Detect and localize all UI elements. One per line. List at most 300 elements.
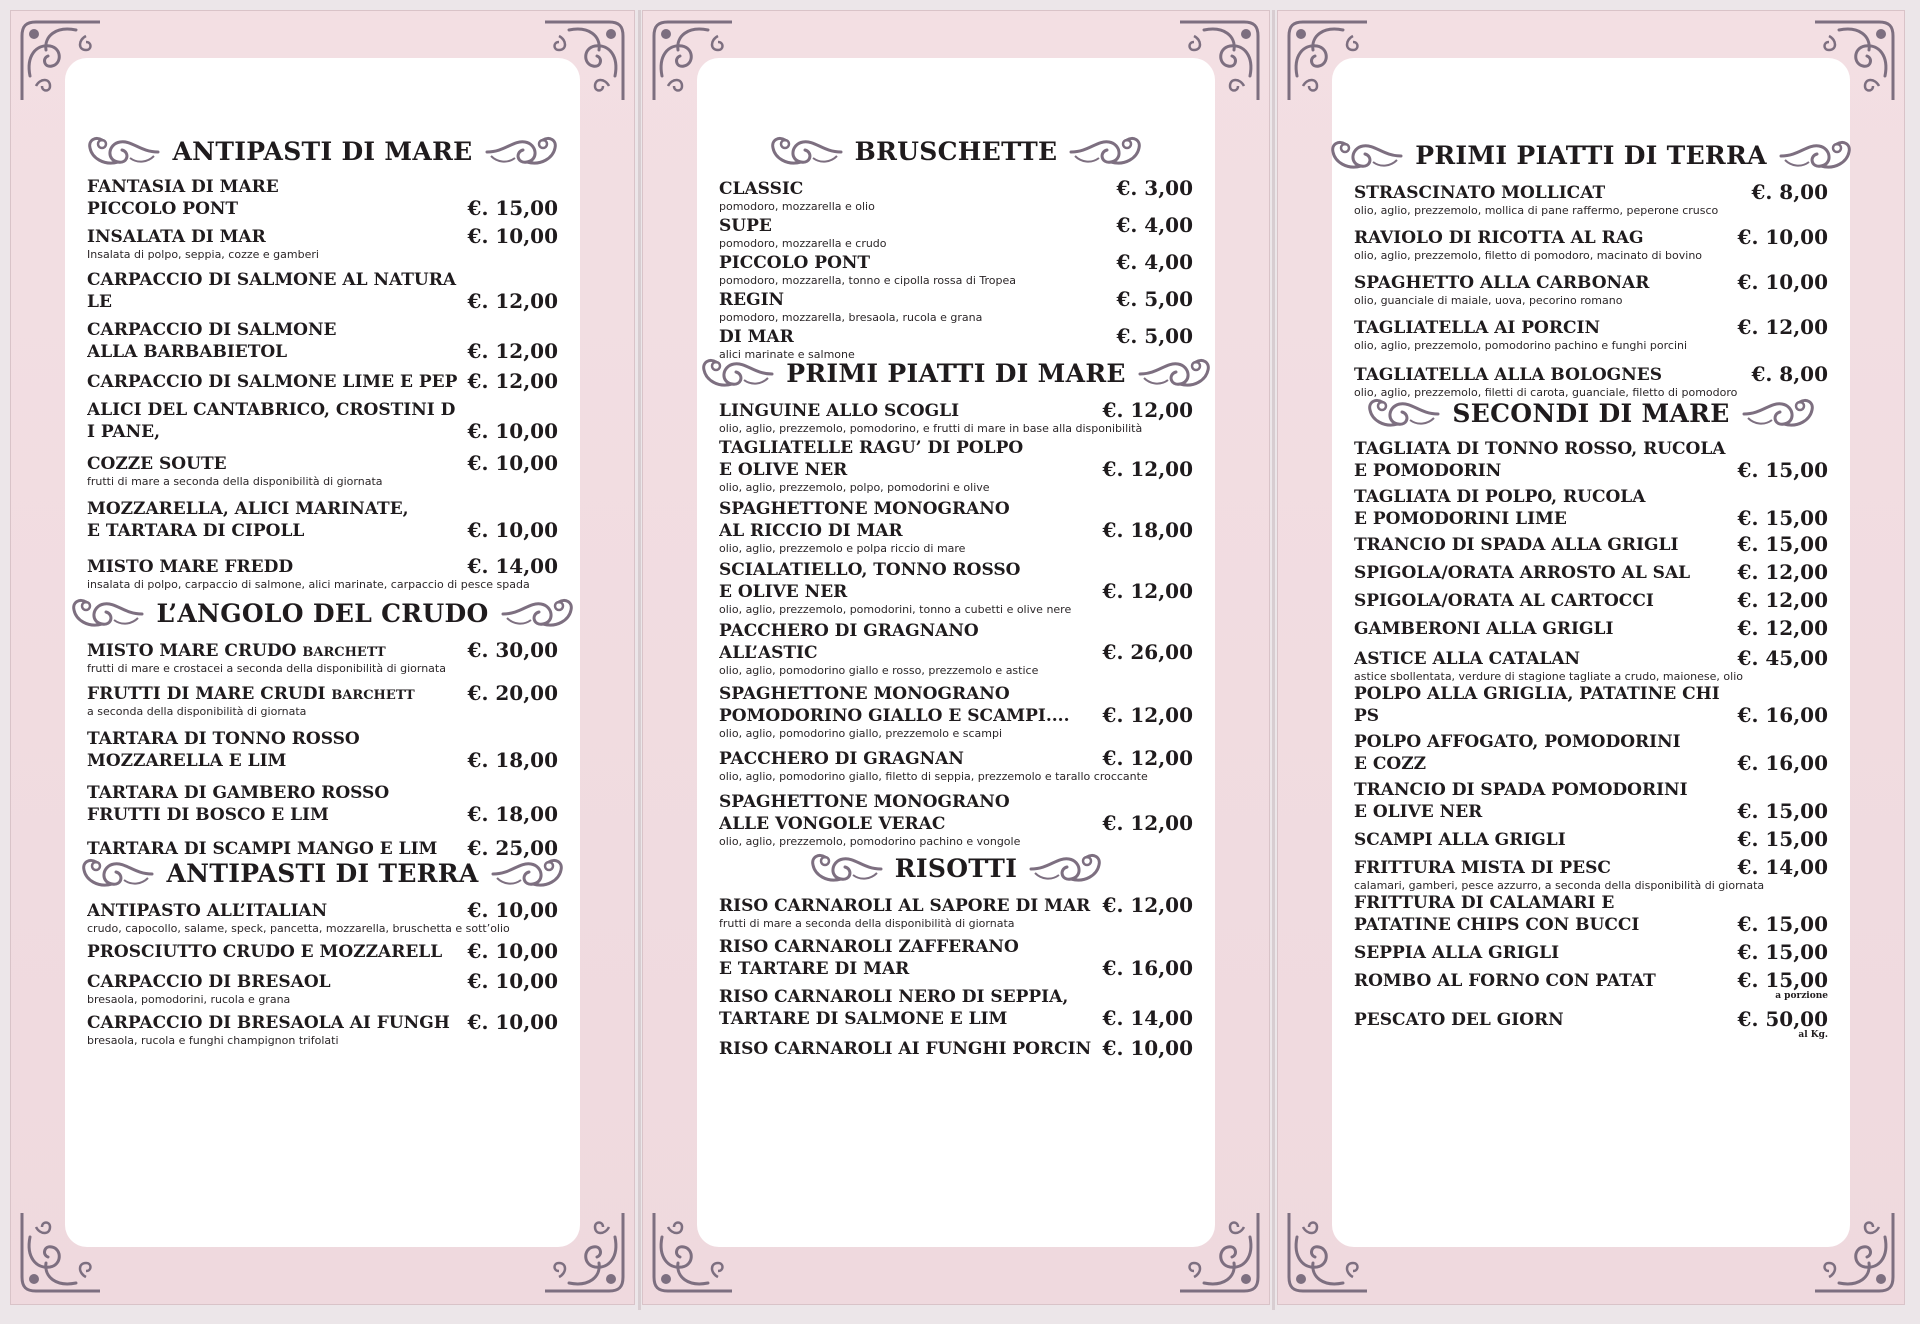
dish-name: [1354, 182, 1743, 204]
dish-name-text: PROSCIUTTO CRUDO E MOZZARELL: [87, 942, 443, 962]
menu-item-row: [719, 986, 1193, 1030]
dish-price: €. 8,00: [1751, 362, 1828, 386]
menu-item-row: [87, 1010, 558, 1034]
menu-item-row: [87, 554, 558, 578]
dish-name-text: DI MAR: [719, 327, 794, 347]
dish-name-text: SPIGOLA/ORATA AL CARTOCCI: [1354, 591, 1654, 611]
menu-item-row: [1354, 940, 1828, 964]
swirl-ornament-icon: [1323, 136, 1405, 174]
swirl-ornament-icon: [483, 132, 565, 170]
menu-item: [87, 681, 558, 718]
menu-item: [719, 620, 1193, 677]
menu-item: [87, 399, 558, 443]
dish-price: €. 12,00: [1102, 579, 1193, 603]
dish-name: [719, 289, 1108, 311]
menu-item: [1354, 486, 1828, 530]
dish-name-text: SPIGOLA/ORATA ARROSTO AL SAL: [1354, 563, 1691, 583]
dish-name-text: FRUTTI DI MARE CRUDI: [87, 684, 326, 704]
dish-name-text: COZZE SOUTE: [87, 454, 227, 474]
swirl-ornament-icon: [1740, 394, 1822, 432]
dish-name: [87, 683, 460, 705]
dish-description: calamari, gamberi, pesce azzurro, a seconda della disponibilità di giornata: [1354, 879, 1765, 892]
dish-name-text: MISTO MARE FREDD: [87, 557, 294, 577]
menu-item: [1354, 892, 1828, 936]
dish-name-text: STRASCINATO MOLLICAT: [1354, 183, 1606, 203]
dish-description: a seconda della disponibilità di giornata: [87, 705, 307, 718]
menu-section: [1354, 130, 1828, 399]
section-title: L’ANGOLO DEL CRUDO: [156, 598, 489, 628]
menu-item-row: [719, 683, 1193, 727]
dish-name: [719, 1038, 1095, 1060]
menu-section: [87, 848, 558, 1047]
menu-item: [1354, 731, 1828, 775]
menu-item-row: [1354, 779, 1828, 823]
menu-item-row: [1354, 362, 1828, 386]
fold-line: [1272, 10, 1275, 1310]
menu-item-row: [87, 898, 558, 922]
menu-section: [719, 843, 1193, 1060]
menu-item-row: [1354, 225, 1828, 249]
dish-name: [87, 226, 460, 248]
dish-name-text: FANTASIA DI MARE PICCOLO PONT: [87, 177, 279, 219]
dish-name: [87, 640, 460, 662]
menu-item: [1354, 827, 1828, 851]
dish-name: [1354, 942, 1730, 964]
menu-page: [642, 10, 1270, 1305]
menu-item: [1354, 646, 1828, 683]
dish-price: €. 4,00: [1116, 213, 1193, 237]
dish-description: olio, aglio, prezzemolo, polpo, pomodorini e olive: [719, 481, 990, 494]
dish-name-text: TARTARA DI TONNO ROSSO MOZZARELLA E LIM: [87, 729, 360, 771]
dish-price: €. 12,00: [467, 369, 558, 393]
dish-price: €. 20,00: [467, 681, 558, 705]
menu-section: [719, 348, 1193, 848]
dish-description: olio, aglio, prezzemolo, pomodorino pachino e funghi porcini: [1354, 339, 1688, 352]
dish-price: €. 5,00: [1116, 287, 1193, 311]
menu-item-row: [719, 213, 1193, 237]
menu-item: [87, 1010, 558, 1047]
dish-description: olio, aglio, prezzemolo, filetti di carota, guanciale, filetto di pomodoro: [1354, 386, 1738, 399]
menu-item-row: [719, 1036, 1193, 1060]
dish-price: €. 12,00: [1737, 315, 1828, 339]
menu-item-row: [1354, 855, 1828, 879]
menu-item-row: [1354, 270, 1828, 294]
dish-description: pomodoro, mozzarella, tonno e cipolla rossa di Tropea: [719, 274, 1016, 287]
menu-item: [719, 683, 1193, 740]
menu-item: [87, 269, 558, 313]
dish-name: [719, 326, 1108, 348]
dish-price: €. 5,00: [1116, 324, 1193, 348]
menu-item-row: [87, 969, 558, 993]
dish-name: [719, 620, 1095, 664]
menu-item: [719, 176, 1193, 213]
section-heading: [719, 126, 1193, 176]
dish-price: €. 10,00: [1737, 225, 1828, 249]
dish-name-text: TAGLIATA DI TONNO ROSSO, RUCOLA E POMODORIN: [1354, 439, 1726, 481]
menu-item-row: [1354, 968, 1828, 992]
menu-item-row: [1354, 560, 1828, 584]
menu-item-row: [1354, 532, 1828, 556]
menu-item: [1354, 779, 1828, 823]
dish-description: crudo, capocollo, salame, speck, pancetta, mozzarella, bruschetta e sott’olio: [87, 922, 510, 935]
dish-description: olio, aglio, pomodorino giallo, filetto di seppia, prezzemolo e tarallo croccante: [719, 770, 1148, 783]
dish-name: [719, 748, 1095, 770]
menu-item-row: [1354, 180, 1828, 204]
dish-name: [1354, 683, 1730, 727]
dish-price: €. 12,00: [1102, 893, 1193, 917]
dish-price: €. 30,00: [467, 638, 558, 662]
dish-name-text: RISO CARNAROLI AL SAPORE DI MAR: [719, 896, 1091, 916]
dish-name-text: PESCATO DEL GIORN: [1354, 1010, 1564, 1030]
menu-item-row: [1354, 438, 1828, 482]
menu-item: [1354, 940, 1828, 964]
dish-price: €. 12,00: [467, 339, 558, 363]
dish-price: €. 12,00: [1737, 588, 1828, 612]
dish-name: [87, 453, 460, 475]
swirl-ornament-icon: [80, 132, 162, 170]
menu-section: [87, 126, 558, 591]
dish-name: [1354, 618, 1730, 640]
dish-name: [719, 215, 1108, 237]
menu-item-row: [719, 437, 1193, 481]
section-heading: [719, 348, 1193, 398]
dish-price: €. 12,00: [1102, 703, 1193, 727]
dish-name: [87, 269, 460, 313]
dish-name-text: SEPPIA ALLA GRIGLI: [1354, 943, 1560, 963]
dish-description: astice sbollentata, verdure di stagione tagliate a crudo, maionese, olio: [1354, 670, 1743, 683]
menu-item-row: [87, 638, 558, 662]
dish-price: €. 15,00: [1737, 912, 1828, 936]
dish-price: €. 10,00: [467, 419, 558, 443]
menu-item-row: [719, 176, 1193, 200]
dish-price: €. 12,00: [1102, 811, 1193, 835]
dish-name-text: POLPO ALLA GRIGLIA, PATATINE CHIPS: [1354, 684, 1720, 726]
menu-item-row: [87, 451, 558, 475]
menu-item: [1354, 532, 1828, 556]
dish-price: €. 16,00: [1737, 703, 1828, 727]
swirl-ornament-icon: [803, 849, 885, 887]
menu-item-row: [1354, 486, 1828, 530]
section-heading: [1354, 388, 1828, 438]
menu-card: [697, 58, 1215, 1247]
dish-name-text: TAGLIATELLA AI PORCIN: [1354, 318, 1601, 338]
dish-serving-label: BARCHETT: [331, 688, 415, 703]
dish-description: frutti di mare a seconda della disponibilità di giornata: [719, 917, 1015, 930]
dish-name-text: RISO CARNAROLI NERO DI SEPPIA, TARTARE DI SALMONE E LIM: [719, 987, 1069, 1029]
section-title: PRIMI PIATTI DI MARE: [786, 358, 1126, 388]
dish-price: €. 15,00: [1737, 532, 1828, 556]
dish-name: [87, 371, 460, 393]
dish-price: €. 15,00: [1737, 506, 1828, 530]
dish-name: [87, 176, 460, 220]
dish-name-text: CLASSIC: [719, 179, 804, 199]
swirl-ornament-icon: [74, 854, 156, 892]
section-title: ANTIPASTI DI TERRA: [166, 858, 479, 888]
dish-name-text: CARPACCIO DI SALMONE AL NATURALE: [87, 270, 457, 312]
dish-price: €. 3,00: [1116, 176, 1193, 200]
dish-price: €. 16,00: [1102, 956, 1193, 980]
dish-name-text: ALICI DEL CANTABRICO, CROSTINI DI PANE,: [87, 400, 456, 442]
section-title: PRIMI PIATTI DI TERRA: [1415, 140, 1767, 170]
dish-description: frutti di mare a seconda della disponibilità di giornata: [87, 475, 383, 488]
dish-description: insalata di polpo, carpaccio di salmone, alici marinate, carpaccio di pesce spada: [87, 578, 530, 591]
section-title: BRUSCHETTE: [854, 136, 1058, 166]
dish-name-text: TARTARA DI SCAMPI MANGO E LIM: [87, 839, 438, 859]
dish-price: €. 15,00: [467, 196, 558, 220]
dish-price: €. 15,00: [1737, 458, 1828, 482]
dish-price: €. 16,00: [1737, 751, 1828, 775]
menu-item-row: [719, 746, 1193, 770]
menu-item: [719, 287, 1193, 324]
dish-description: olio, aglio, pomodorino giallo, prezzemolo e scampi: [719, 727, 1002, 740]
dish-name: [1354, 857, 1730, 879]
menu-item: [719, 213, 1193, 250]
swirl-ornament-icon: [1136, 354, 1218, 392]
dish-price: €. 10,00: [467, 451, 558, 475]
dish-name: [87, 556, 460, 578]
dish-name-text: LINGUINE ALLO SCOGLI: [719, 401, 960, 421]
menu-item: [87, 176, 558, 220]
dish-name-text: CARPACCIO DI BRESAOLA AI FUNGH: [87, 1013, 450, 1033]
menu-item: [1354, 616, 1828, 640]
menu-card: [1332, 58, 1850, 1247]
dish-description: olio, aglio, prezzemolo e polpa riccio di mare: [719, 542, 966, 555]
menu-item-row: [719, 791, 1193, 835]
section-title: RISOTTI: [894, 853, 1018, 883]
dish-name: [1354, 562, 1730, 584]
dish-name-text: SPAGHETTO ALLA CARBONAR: [1354, 273, 1650, 293]
swirl-ornament-icon: [489, 854, 571, 892]
menu-item-row: [87, 498, 558, 542]
dish-name: [1354, 486, 1730, 530]
dish-name-text: TARTARA DI GAMBERO ROSSO FRUTTI DI BOSCO E LIM: [87, 783, 390, 825]
swirl-ornament-icon: [1360, 394, 1442, 432]
menu-item: [1354, 180, 1828, 217]
dish-description: olio, aglio, pomodorino giallo e rosso, prezzemolo e astice: [719, 664, 1039, 677]
dish-price: €. 14,00: [1102, 1006, 1193, 1030]
menu-item-row: [87, 681, 558, 705]
menu-item-row: [87, 224, 558, 248]
dish-description: bresaola, pomodorini, rucola e grana: [87, 993, 291, 1006]
menu-item: [87, 969, 558, 1006]
menu-item-row: [719, 398, 1193, 422]
menu-item-row: [1354, 616, 1828, 640]
dish-description: olio, aglio, prezzemolo, pomodorino, e frutti di mare in base alla disponibilità: [719, 422, 1143, 435]
dish-name-text: SCIALATIELLO, TONNO ROSSO E OLIVE NER: [719, 560, 1021, 602]
section-heading: [719, 843, 1193, 893]
menu-item: [87, 451, 558, 488]
menu-section: [1354, 388, 1828, 1040]
dish-name: [1354, 1009, 1730, 1031]
menu-item: [1354, 855, 1828, 892]
menu-item-row: [1354, 892, 1828, 936]
dish-name-text: CARPACCIO DI BRESAOL: [87, 972, 331, 992]
dish-name-text: TRANCIO DI SPADA ALLA GRIGLI: [1354, 535, 1679, 555]
dish-price: €. 14,00: [467, 554, 558, 578]
dish-name-text: SPAGHETTONE MONOGRANO ALLE VONGOLE VERAC: [719, 792, 1010, 834]
dish-price: €. 15,00: [1737, 799, 1828, 823]
dish-name-text: SPAGHETTONE MONOGRANO POMODORINO GIALLO E SCAMPI....: [719, 684, 1070, 726]
section-heading: [1354, 130, 1828, 180]
swirl-ornament-icon: [1067, 132, 1149, 170]
dish-name: [87, 782, 460, 826]
dish-name-text: POLPO AFFOGATO, POMODORINI E COZZ: [1354, 732, 1681, 774]
swirl-ornament-icon: [499, 594, 581, 632]
dish-name: [719, 252, 1108, 274]
dish-name: [87, 971, 460, 993]
dish-price: €. 12,00: [1102, 398, 1193, 422]
dish-name-text: INSALATA DI MAR: [87, 227, 266, 247]
menu-page: [10, 10, 635, 1305]
menu-item-row: [719, 893, 1193, 917]
dish-name-text: PACCHERO DI GRAGNAN: [719, 749, 964, 769]
menu-item: [719, 746, 1193, 783]
dish-name: [87, 728, 460, 772]
dish-description: pomodoro, mozzarella e olio: [719, 200, 875, 213]
swirl-ornament-icon: [694, 354, 776, 392]
dish-name: [1354, 892, 1730, 936]
dish-price: €. 12,00: [1102, 746, 1193, 770]
dish-price: €. 10,00: [467, 939, 558, 963]
dish-name: [719, 498, 1095, 542]
dish-price: €. 14,00: [1737, 855, 1828, 879]
dish-description: olio, aglio, prezzemolo, pomodorini, tonno a cubetti e olive nere: [719, 603, 1072, 616]
menu-item: [1354, 683, 1828, 727]
swirl-ornament-icon: [1777, 136, 1859, 174]
dish-price: €. 12,00: [467, 289, 558, 313]
dish-description: olio, aglio, prezzemolo, pomodorino pachino e vongole: [719, 835, 1021, 848]
menu-item-row: [719, 620, 1193, 664]
dish-price: €. 26,00: [1102, 640, 1193, 664]
menu-item-row: [719, 250, 1193, 274]
menu-item: [1354, 560, 1828, 584]
dish-name: [1354, 779, 1730, 823]
dish-name-text: SPAGHETTONE MONOGRANO AL RICCIO DI MAR: [719, 499, 1010, 541]
menu-item: [719, 398, 1193, 435]
menu-item: [87, 369, 558, 393]
dish-name: [719, 559, 1095, 603]
dish-price: €. 8,00: [1751, 180, 1828, 204]
dish-name: [1354, 227, 1730, 249]
menu-item-row: [719, 324, 1193, 348]
dish-name: [1354, 590, 1730, 612]
menu-item: [719, 1036, 1193, 1060]
menu-item: [87, 554, 558, 591]
dish-price: €. 45,00: [1737, 646, 1828, 670]
dish-name: [1354, 364, 1743, 386]
dish-name: [1354, 438, 1730, 482]
dish-name: [87, 399, 460, 443]
menu-item: [1354, 315, 1828, 352]
dish-name: [719, 986, 1095, 1030]
swirl-ornament-icon: [1027, 849, 1109, 887]
dish-price: €. 4,00: [1116, 250, 1193, 274]
dish-description: frutti di mare e crostacei a seconda della disponibilità di giornata: [87, 662, 446, 675]
dish-name: [1354, 317, 1730, 339]
dish-description: pomodoro, mozzarella e crudo: [719, 237, 887, 250]
dish-name: [1354, 648, 1730, 670]
section-title: ANTIPASTI DI MARE: [172, 136, 473, 166]
dish-name-text: REGIN: [719, 290, 785, 310]
dish-price: €. 25,00: [467, 836, 558, 860]
dish-price: €. 10,00: [1737, 270, 1828, 294]
swirl-ornament-icon: [64, 594, 146, 632]
dish-description: olio, aglio, prezzemolo, mollica di pane raffermo, peperone crusco: [1354, 204, 1719, 217]
dish-name-text: FRITTURA MISTA DI PESC: [1354, 858, 1611, 878]
dish-price: €. 10,00: [1102, 1036, 1193, 1060]
menu-card: [65, 58, 580, 1247]
dish-price: €. 10,00: [467, 1010, 558, 1034]
menu-item-row: [719, 559, 1193, 603]
dish-name-text: MISTO MARE CRUDO: [87, 641, 297, 661]
dish-name: [1354, 829, 1730, 851]
menu-item: [719, 791, 1193, 848]
dish-name: [1354, 534, 1730, 556]
dish-name-text: ROMBO AL FORNO CON PATAT: [1354, 971, 1656, 991]
dish-description: bresaola, rucola e funghi champignon trifolati: [87, 1034, 339, 1047]
menu-item: [87, 782, 558, 826]
dish-name-text: ANTIPASTO ALL’ITALIAN: [87, 901, 328, 921]
dish-name-text: TAGLIATELLE RAGU’ DI POLPO E OLIVE NER: [719, 438, 1024, 480]
dish-description: olio, guanciale di maiale, uova, pecorino romano: [1354, 294, 1623, 307]
menu-section: [87, 588, 558, 860]
dish-name: [87, 319, 460, 363]
dish-price: €. 50,00: [1737, 1007, 1828, 1031]
dish-serving-label: BARCHETT: [302, 645, 386, 660]
dish-name: [719, 895, 1095, 917]
menu-item-row: [719, 287, 1193, 311]
dish-name-text: RISO CARNAROLI AI FUNGHI PORCIN: [719, 1039, 1092, 1059]
dish-name-text: MOZZARELLA, ALICI MARINATE, E TARTARA DI CIPOLL: [87, 499, 409, 541]
menu-item: [719, 437, 1193, 494]
menu-item: [87, 224, 558, 261]
menu-item-row: [1354, 588, 1828, 612]
dish-price: €. 12,00: [1102, 457, 1193, 481]
menu-item: [1354, 588, 1828, 612]
dish-name-text: TAGLIATA DI POLPO, RUCOLA E POMODORINI LIME: [1354, 487, 1646, 529]
dish-name-text: CARPACCIO DI SALMONE LIME E PEP: [87, 372, 458, 392]
menu-item: [1354, 225, 1828, 262]
menu-item: [719, 250, 1193, 287]
dish-price: €. 10,00: [467, 518, 558, 542]
dish-name-text: CARPACCIO DI SALMONE ALLA BARBABIETOL: [87, 320, 337, 362]
dish-name-text: ASTICE ALLA CATALAN: [1354, 649, 1581, 669]
menu-item: [87, 898, 558, 935]
dish-name: [719, 936, 1095, 980]
section-heading: [87, 126, 558, 176]
dish-name: [87, 498, 460, 542]
dish-description: olio, aglio, prezzemolo, filetto di pomodoro, macinato di bovino: [1354, 249, 1703, 262]
dish-name-text: PACCHERO DI GRAGNANO ALL’ASTIC: [719, 621, 979, 663]
dish-name: [1354, 731, 1730, 775]
dish-price: €. 15,00: [1737, 827, 1828, 851]
menu-item-row: [1354, 683, 1828, 727]
dish-description: pomodoro, mozzarella, bresaola, rucola e grana: [719, 311, 983, 324]
dish-name: [87, 1012, 460, 1034]
dish-name: [87, 900, 460, 922]
dish-price: €. 12,00: [1737, 616, 1828, 640]
dish-name-text: PICCOLO PONT: [719, 253, 871, 273]
dish-name: [719, 683, 1095, 727]
dish-price: €. 10,00: [467, 969, 558, 993]
section-heading: [87, 848, 558, 898]
dish-description: Insalata di polpo, seppia, cozze e gamberi: [87, 248, 319, 261]
price-note: al Kg.: [1798, 1030, 1828, 1040]
menu-item: [1354, 438, 1828, 482]
menu-item-row: [1354, 731, 1828, 775]
menu-item: [719, 986, 1193, 1030]
dish-name-text: TRANCIO DI SPADA POMODORINI E OLIVE NER: [1354, 780, 1688, 822]
